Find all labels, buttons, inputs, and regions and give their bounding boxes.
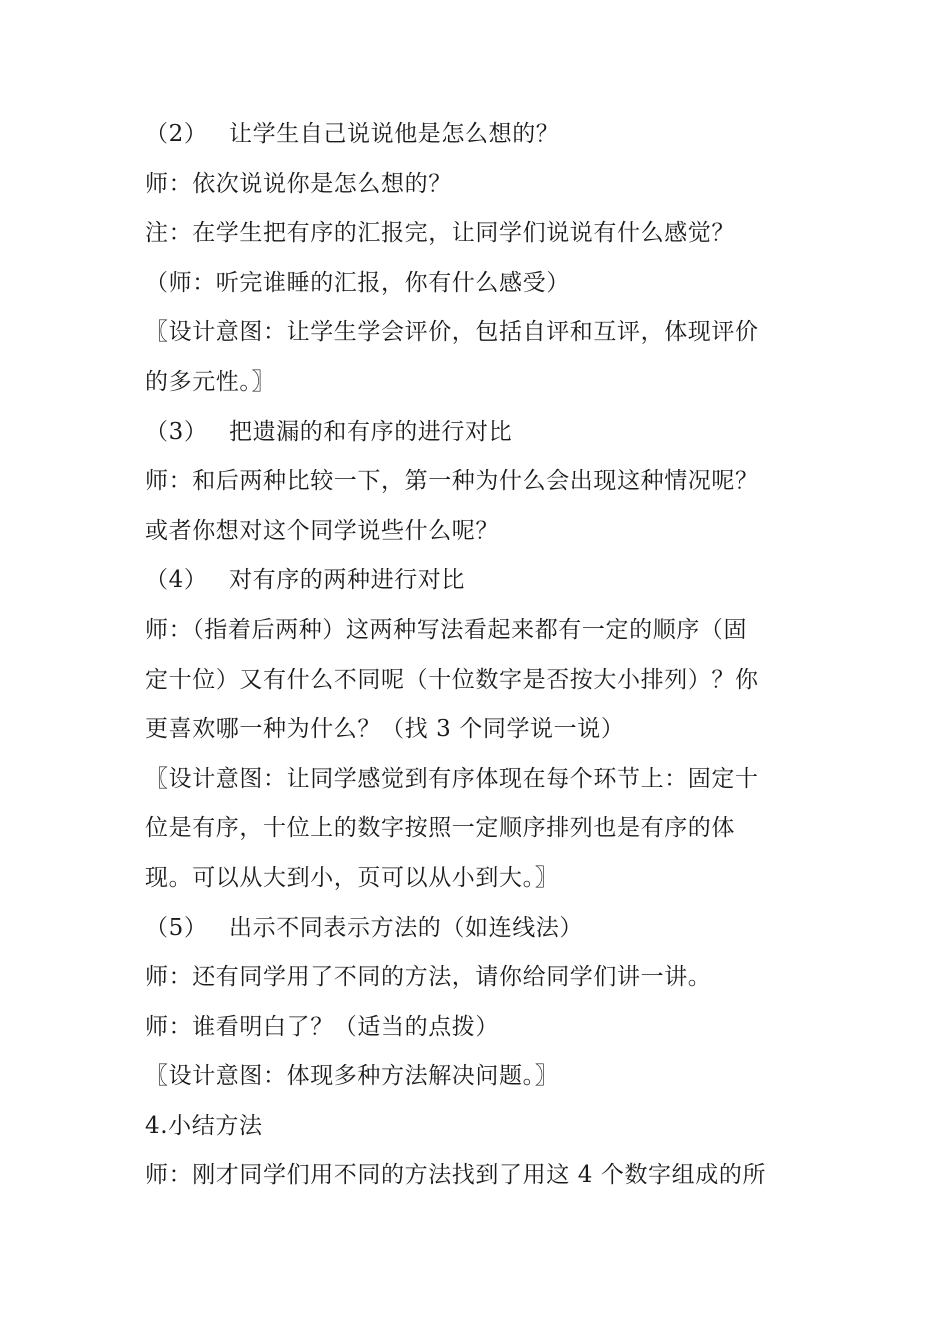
- section-heading: 4.小结方法: [145, 1112, 263, 1139]
- line-text: 对有序的两种进行对比: [229, 567, 465, 594]
- text-line: 师：还有同学用了不同的方法，请你给同学们讲一讲。: [145, 964, 712, 991]
- line-text: 把遗漏的和有序的进行对比: [229, 418, 513, 445]
- text-line: 更喜欢哪一种为什么？（找 3 个同学说一说）: [145, 716, 625, 743]
- text-line: 定十位）又有什么不同呢（十位数字是否按大小排列）？你: [145, 666, 759, 693]
- text-line: （师：听完谁睡的汇报，你有什么感受）: [145, 269, 570, 296]
- text-line: 现。可以从大到小，页可以从小到大。〗: [145, 864, 559, 891]
- text-line: 师：刚才同学们用不同的方法找到了用这 4 个数字组成的所: [145, 1162, 767, 1189]
- line-text: 出示不同表示方法的（如连线法）: [229, 914, 583, 941]
- text-line: 〖设计意图：让学生学会评价，包括自评和互评，体现评价: [145, 319, 759, 346]
- text-line: 位是有序，十位上的数字按照一定顺序排列也是有序的体: [145, 815, 735, 842]
- text-line: [145, 110, 835, 160]
- line-number: （2）: [145, 121, 208, 147]
- text-line: [145, 408, 835, 458]
- text-line: 师：依次说说你是怎么想的？: [145, 170, 452, 197]
- line-text: 让学生自己说说他是怎么想的？: [229, 121, 560, 147]
- document-body: [145, 110, 835, 1201]
- text-line: 的多元性。〗: [145, 368, 276, 395]
- text-line: 〖设计意图：让同学感觉到有序体现在每个环节上：固定十: [145, 765, 759, 792]
- text-line: 师：谁看明白了？（适当的点拨）: [145, 1013, 499, 1040]
- text-line: [145, 556, 835, 606]
- text-line: 注：在学生把有序的汇报完，让同学们说说有什么感觉？: [145, 220, 735, 247]
- line-number: （5）: [145, 914, 208, 941]
- text-line: 〖设计意图：体现多种方法解决问题。〗: [145, 1063, 559, 1090]
- line-number: （3）: [145, 418, 208, 445]
- line-number: （4）: [145, 567, 208, 594]
- text-line: [145, 904, 835, 954]
- text-line: 或者你想对这个同学说些什么呢？: [145, 517, 499, 544]
- text-line: 师：（指着后两种）这两种写法看起来都有一定的顺序（固: [145, 616, 748, 643]
- text-line: 师：和后两种比较一下，第一种为什么会出现这种情况呢？: [145, 468, 759, 495]
